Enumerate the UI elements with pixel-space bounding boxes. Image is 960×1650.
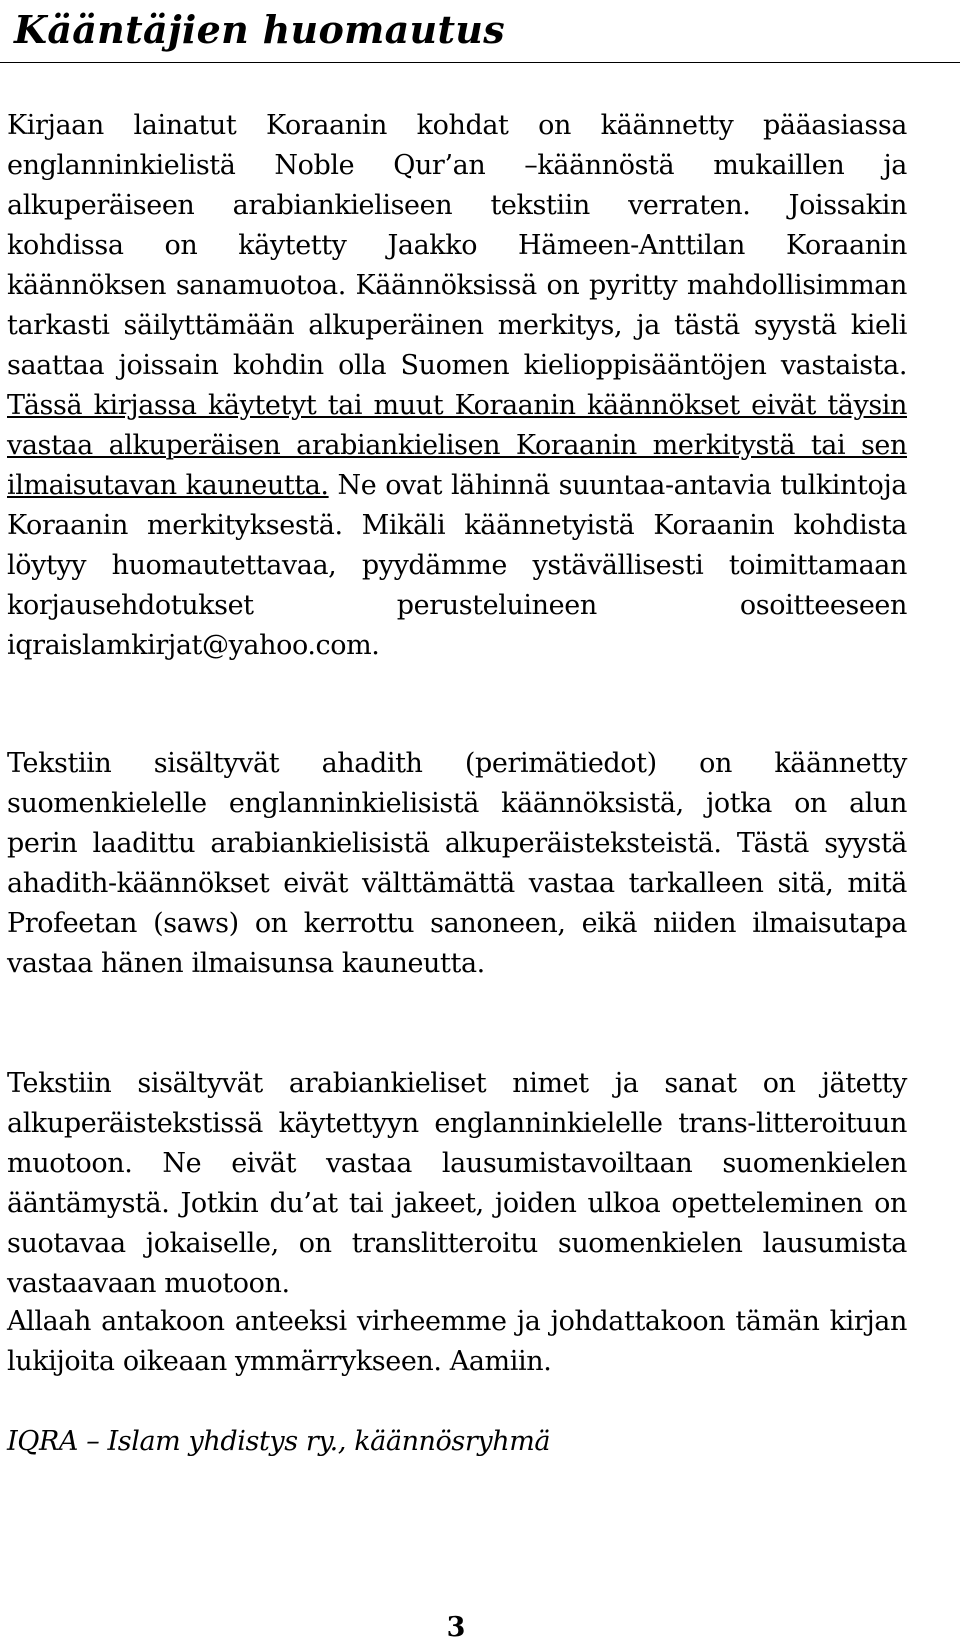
page-title: Kääntäjien huomautus: [14, 7, 505, 52]
page-number: 3: [446, 1612, 466, 1643]
paragraph-arabic-names: Tekstiin sisältyvät arabiankieliset nimet ja sanat on jätetty alkuperäistekstissä käytettyyn englanninkielelle trans-litteroituun muotoon. Ne eivät vastaa lausumistavoiltaan suomenkielen ääntämystä. Jotkin du’at tai jakeet, joiden ulkoa opetteleminen on suotavaa jokaiselle, on translitteroitu suomenkielen lausumista vastaavaan muotoon.: [7, 1068, 907, 1299]
paragraph-quran-translations: [7, 106, 907, 666]
paragraph-ahadith: Tekstiin sisältyvät ahadith (perimätiedot) on käännetty suomenkielelle englanninkielisistä käännöksistä, jotka on alun perin laadittu arabiankielisistä alkuperäisteksteistä. Tästä syystä ahadith-käännökset eivät välttämättä vastaa tarkalleen sitä, mitä Profeetan (saws) on kerrottu sanoneen, eikä niiden ilmaisutapa vastaa hänen ilmaisunsa kauneutta.: [7, 748, 907, 979]
title-divider: [0, 62, 960, 63]
underlined-disclaimer: Tässä kirjassa käytetyt tai muut Koraanin käännökset eivät täysin vastaa alkuperäisen arabiankielisen Koraanin merkitystä tai sen ilmaisutavan kauneutta.: [7, 390, 907, 501]
signature: IQRA – Islam yhdistys ry., käännösryhmä: [7, 1426, 551, 1457]
paragraph-text: Ne ovat lähinnä suuntaa-antavia tulkintoja Koraanin merkityksestä. Mikäli käännetyistä Koraanin kohdista löytyy huomautettavaa, pyydämme ystävällisesti toimittamaan korjausehdotukset perusteluineen osoitteeseen iqraislamkirjat@yahoo.com.: [7, 470, 908, 661]
paragraph-text: Kirjaan lainatut Koraanin kohdat on käännetty pääasiassa englanninkielistä Noble Qur’an –käännöstä mukaillen ja alkuperäiseen arabiankieliseen tekstiin verraten. Joissakin kohdissa on käytetty Jaakko Hämeen-Anttilan Koraanin käännöksen sanamuotoa. Käännöksissä on pyritty mahdollisimman tarkasti säilyttämään alkuperäinen merkitys, ja tästä syystä kieli saattaa joissain kohdin olla Suomen kielioppisääntöjen vastaista.: [7, 110, 907, 381]
paragraph-closing-prayer: Allaah antakoon anteeksi virheemme ja johdattakoon tämän kirjan lukijoita oikeaan ymmärrykseen. Aamiin.: [7, 1306, 907, 1377]
